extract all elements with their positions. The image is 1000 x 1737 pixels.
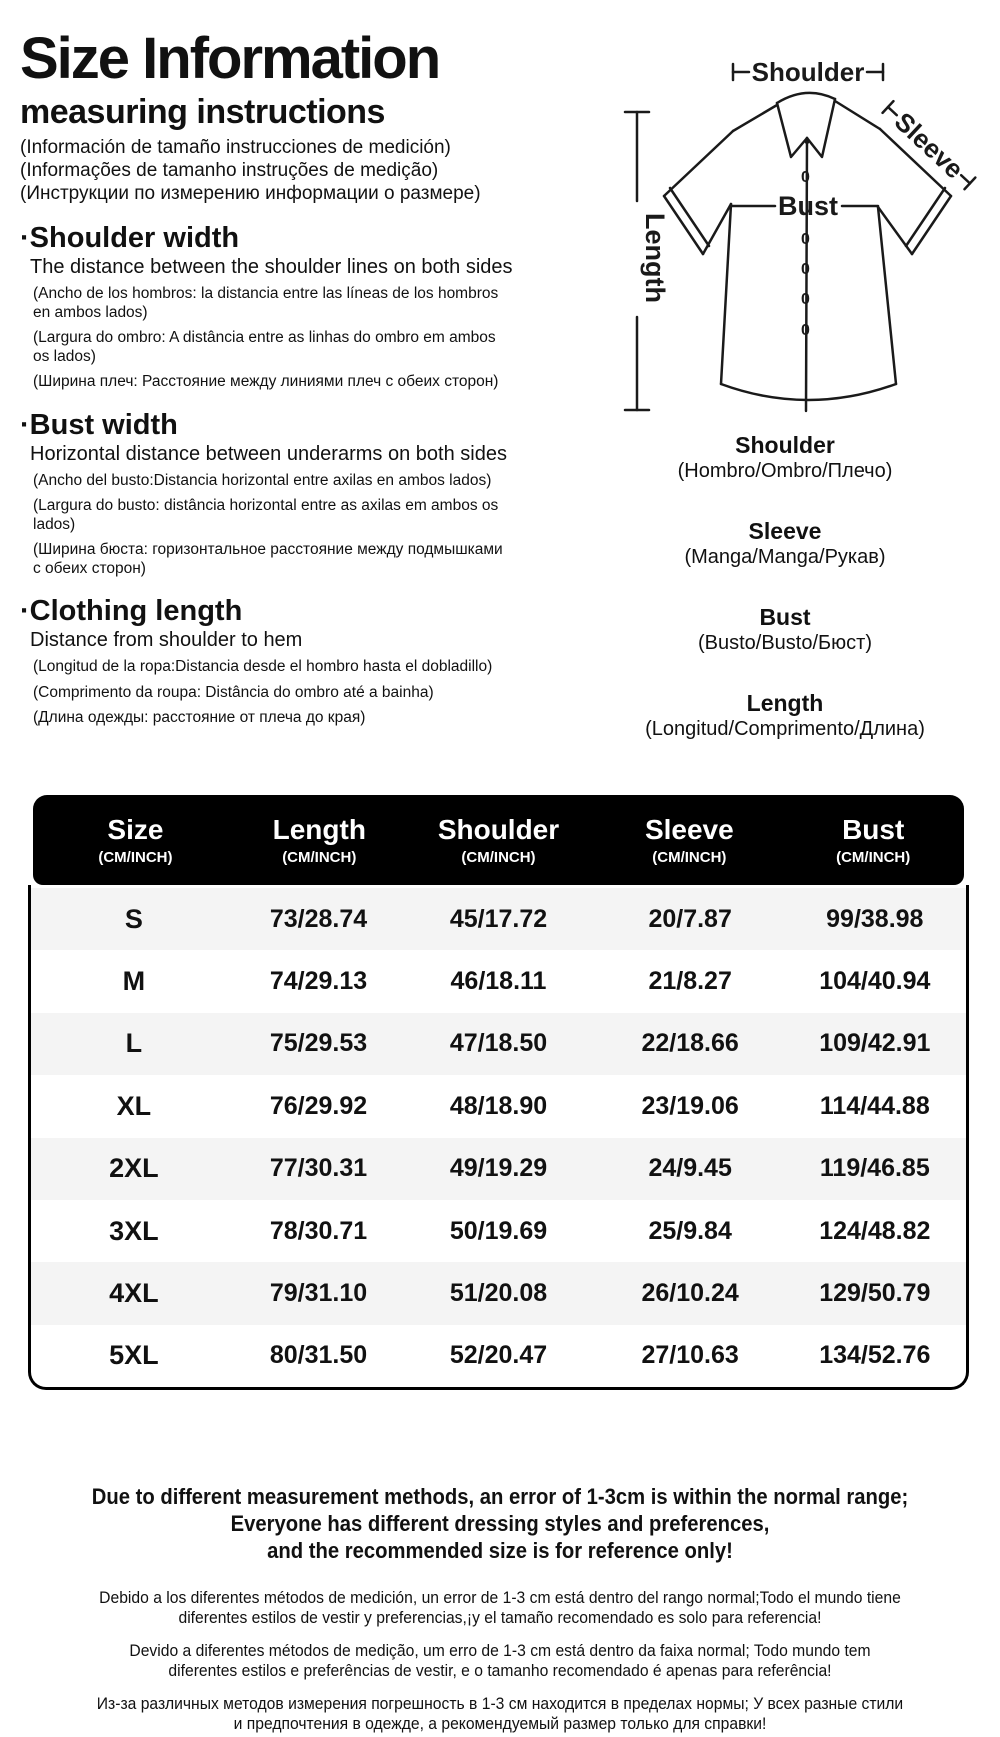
legend-name: Sleeve [748, 518, 822, 544]
table-row-l [31, 1013, 966, 1075]
body-left-edge [721, 204, 731, 384]
size-cell: 2XL [109, 1153, 159, 1184]
column-name: Shoulder [437, 813, 560, 845]
size-table-body [28, 885, 969, 1390]
bullet-dot: · [20, 408, 30, 441]
disclaimer-en [0, 1483, 1000, 1564]
length-cell: 78/30.71 [269, 1216, 368, 1245]
bust-cell: 109/42.91 [819, 1029, 931, 1058]
size-cell: L [125, 1028, 143, 1059]
size-cell: 4XL [109, 1278, 159, 1309]
bullet-dot: · [20, 222, 30, 254]
shoulder-cell: 52/20.47 [449, 1341, 548, 1370]
legend-name: Shoulder [735, 432, 835, 458]
length-cell: 75/29.53 [269, 1029, 368, 1058]
disclaimer-area [0, 1483, 1000, 1734]
shoulder-cell: 47/18.50 [449, 1029, 548, 1058]
sleeve-measure-line [888, 107, 897, 115]
button: 0 [801, 322, 810, 339]
shoulder-seam-left [733, 105, 777, 131]
table-row-m [31, 950, 966, 1012]
table-row-5xl [31, 1325, 966, 1387]
section-title-text: Bust width [29, 408, 178, 441]
bust-cell: 134/52.76 [819, 1341, 931, 1370]
table-row-s [31, 888, 966, 950]
measure-legend [570, 432, 1000, 776]
sleeve-cell: 26/10.24 [641, 1279, 739, 1308]
section-title [20, 222, 545, 255]
legend-translation: (Busto/Busto/Бюст) [697, 632, 872, 654]
size-cell: 5XL [109, 1340, 159, 1371]
size-table [28, 795, 969, 1390]
disclaimer-ru-line: Из-за различных методов измерения погрешность в 1-3 см находится в пределах нормы; У всех разные стили [96, 1695, 904, 1713]
shoulder-cell: 50/19.69 [449, 1216, 548, 1245]
column-unit: (CM/INCH) [461, 848, 536, 866]
legend-name: Bust [759, 604, 811, 630]
subtitle-translations [20, 136, 545, 205]
section-description: The distance between the shoulder lines on both sides [30, 256, 513, 278]
button: 0 [801, 291, 810, 308]
section-translation-ru: (Длина одежды: расстояние от плеча до края) [33, 709, 366, 726]
size-cell: XL [116, 1090, 152, 1121]
table-row-3xl [31, 1200, 966, 1262]
bullet-dot: · [20, 595, 30, 627]
bust-cell: 99/38.98 [826, 904, 924, 933]
column-header-length [238, 815, 401, 866]
column-header-sleeve [596, 815, 782, 866]
section-translation-ru: (Ширина плеч: Расстояние между линиями плеч с обеих сторон) [33, 373, 499, 390]
section-translation-pt: (Comprimento da roupa: Distância do ombro até a bainha) [33, 683, 434, 701]
section-translation-es: (Longitud de la ropa:Distancia desde el hombro hasta el dobladillo) [33, 658, 493, 675]
shoulder-cell: 49/19.29 [449, 1154, 548, 1183]
bust-cell: 114/44.88 [819, 1091, 930, 1120]
section-description: Distance from shoulder to hem [30, 629, 303, 651]
bust-cell: 124/48.82 [819, 1216, 931, 1245]
length-cell: 76/29.92 [269, 1091, 368, 1120]
sleeve-measure-line [961, 175, 970, 183]
sleeve-measure-label: Sleeve [888, 106, 970, 185]
legend-item-bust [570, 604, 1000, 655]
disclaimer-es-line: diferentes estilos de vestir y preferencias,¡y el tamaño recomendado es solo para referencia! [178, 1609, 822, 1627]
legend-name: Length [746, 690, 824, 716]
disclaimer-ru [0, 1694, 1000, 1734]
disclaimer-en-line: and the recommended size is for reference only! [267, 1538, 733, 1563]
intro-column [20, 28, 545, 735]
collar-right-wing [807, 99, 835, 157]
length-cell: 77/30.31 [269, 1154, 368, 1183]
column-name: Bust [842, 813, 905, 845]
body-right-edge [878, 207, 896, 384]
disclaimer-pt [0, 1641, 1000, 1681]
sleeve-cell: 25/9.84 [648, 1216, 732, 1245]
collar-left-wing [777, 103, 807, 157]
button: 0 [801, 261, 810, 278]
sleeve-measure [878, 96, 980, 194]
column-header-shoulder [401, 815, 597, 866]
bust-measure-label: Bust [778, 191, 838, 221]
disclaimer-ru-line: и предпочтения в одежде, а рекомендуемый размер только для справки! [233, 1715, 767, 1733]
section-translation-es: (Ancho del busto:Distancia horizontal entre axilas en ambos lados) [33, 471, 492, 489]
left-sleeve-outer [664, 131, 733, 196]
section-translation-pt: (Largura do busto: distância horizontal entre as axilas em ambos os lados) [33, 497, 499, 533]
size-cell: M [122, 966, 146, 997]
length-cell: 73/28.74 [269, 904, 368, 933]
button: 0 [801, 231, 810, 248]
column-unit: (CM/INCH) [652, 848, 727, 866]
column-name: Length [272, 813, 366, 845]
legend-item-length [570, 690, 1000, 741]
legend-item-sleeve [570, 518, 1000, 569]
right-sleeve-cuff-band [906, 188, 945, 246]
sleeve-cell: 21/8.27 [648, 967, 732, 996]
section-title [20, 409, 545, 442]
subtitle-translation-ru: (Инструкции по измерению информации о размере) [20, 183, 481, 204]
shoulder-cell: 45/17.72 [449, 904, 548, 933]
shoulder-measure-label: Shoulder [751, 57, 865, 87]
disclaimer-pt-line: diferentes estilos e preferências de vestir, e o tamanho recomendado é apenas para referência! [168, 1662, 832, 1680]
legend-item-shoulder [570, 432, 1000, 483]
collar-back [777, 93, 835, 103]
table-row-4xl [31, 1262, 966, 1324]
subtitle-translation-pt: (Informações de tamanho instruções de medição) [20, 160, 439, 181]
column-unit: (CM/INCH) [836, 848, 911, 866]
legend-translation: (Manga/Manga/Рукав) [684, 546, 886, 568]
column-name: Sleeve [644, 813, 734, 845]
shirt-diagram [555, 25, 1000, 430]
button: 0 [801, 169, 810, 186]
page-subtitle: measuring instructions [20, 93, 385, 131]
column-unit: (CM/INCH) [282, 848, 357, 866]
column-unit: (CM/INCH) [98, 848, 173, 866]
disclaimer-pt-line: Devido a diferentes métodos de medição, um erro de 1-3 cm está dentro da faixa normal; Todo mundo tem [129, 1642, 871, 1660]
right-sleeve-cuff [912, 196, 951, 254]
disclaimer-es [0, 1588, 1000, 1628]
length-cell: 80/31.50 [269, 1341, 368, 1370]
section-description: Horizontal distance between underarms on both sides [30, 442, 507, 465]
section-translations [33, 658, 545, 728]
column-header-size [33, 815, 238, 866]
length-cell: 74/29.13 [269, 967, 368, 996]
section-title [20, 595, 545, 628]
page-title: Size Information [20, 26, 440, 91]
section-translation-pt: (Largura do ombro: A distância entre as linhas do ombro em ambos os lados) [33, 329, 496, 365]
legend-translation: (Hombro/Ombro/Плечо) [677, 460, 893, 482]
shoulder-seam-right [835, 101, 880, 129]
section-translation-es: (Ancho de los hombros: la distancia entre las líneas de los hombros en ambos lados) [33, 285, 499, 321]
disclaimer-en-line: Due to different measurement methods, an error of 1-3cm is within the normal range; [91, 1484, 909, 1509]
bust-cell: 119/46.85 [819, 1154, 930, 1183]
sleeve-cell: 24/9.45 [648, 1154, 732, 1183]
bust-cell: 104/40.94 [819, 967, 931, 996]
shoulder-cell: 48/18.90 [449, 1091, 548, 1120]
section-translations [33, 285, 545, 392]
disclaimer-en-line: Everyone has different dressing styles and preferences, [230, 1511, 770, 1536]
sleeve-cell: 22/18.66 [641, 1029, 739, 1058]
left-sleeve-cuff-band [670, 188, 709, 246]
sleeve-cell: 23/19.06 [641, 1091, 739, 1120]
table-row-xl [31, 1075, 966, 1137]
shoulder-cell: 46/18.11 [450, 967, 547, 996]
size-cell: 3XL [109, 1215, 159, 1246]
subtitle-translation-es: (Información de tamaño instrucciones de medición) [20, 137, 451, 158]
length-cell: 79/31.10 [269, 1279, 368, 1308]
column-name: Size [107, 813, 164, 845]
sleeve-cell: 27/10.63 [641, 1341, 739, 1370]
shoulder-cell: 51/20.08 [449, 1279, 548, 1308]
bust-cell: 129/50.79 [819, 1279, 931, 1308]
section-title-text: Shoulder width [29, 222, 240, 254]
section-clothing-length [20, 595, 545, 728]
disclaimer-es-line: Debido a los diferentes métodos de medición, un error de 1-3 cm está dentro del rango normal;Todo el mundo tiene [99, 1589, 901, 1607]
length-measure-label: Length [640, 213, 670, 303]
section-shoulder-width [20, 222, 545, 392]
left-sleeve-inner [703, 204, 731, 254]
section-translations [33, 472, 545, 579]
section-translation-ru: (Ширина бюста: горизонтальное расстояние между подмышками с обеих сторон) [33, 541, 503, 577]
body-hem [721, 384, 896, 400]
column-header-bust [782, 815, 964, 866]
sleeve-cell: 20/7.87 [648, 904, 732, 933]
table-row-2xl [31, 1138, 966, 1200]
section-title-text: Clothing length [29, 595, 243, 627]
section-bust-width [20, 409, 545, 579]
size-table-header [33, 795, 964, 885]
size-cell: S [124, 903, 143, 934]
legend-translation: (Longitud/Comprimento/Длина) [645, 718, 925, 740]
